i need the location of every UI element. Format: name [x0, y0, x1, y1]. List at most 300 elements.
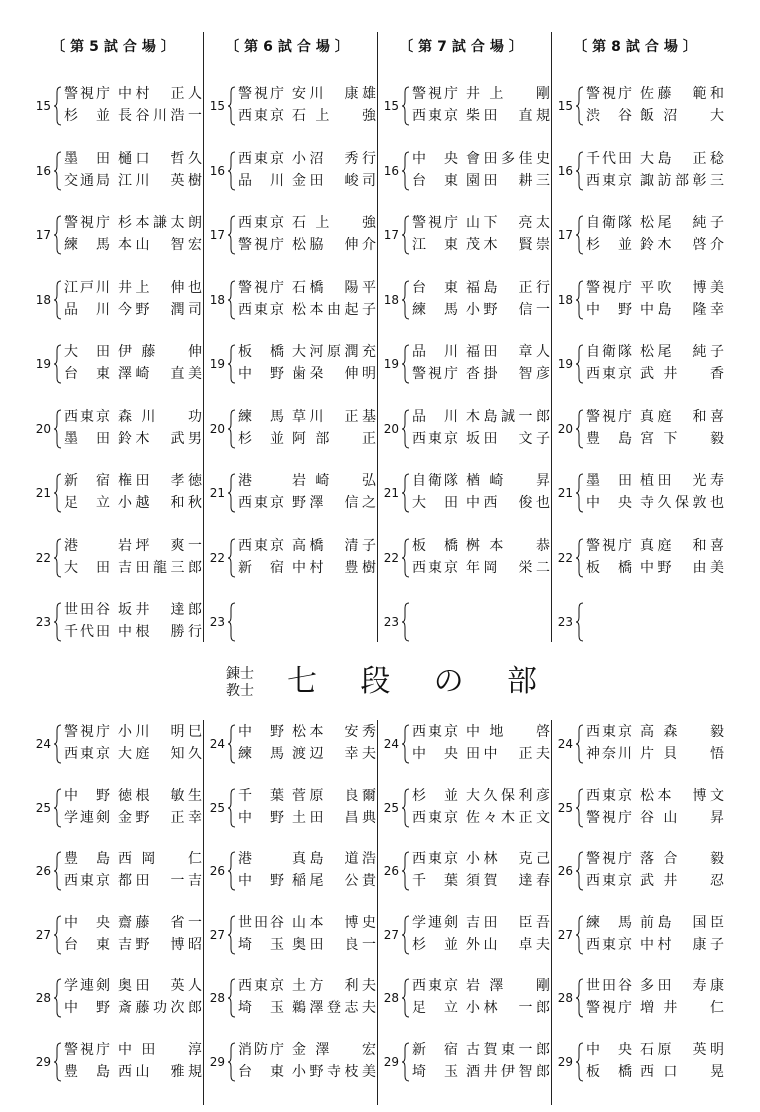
match-number: 18	[35, 292, 51, 307]
competitor-line	[412, 105, 553, 127]
competitor-line	[238, 934, 379, 956]
competitor-line	[238, 492, 379, 514]
match-entry	[33, 211, 205, 261]
match-entry	[33, 82, 205, 132]
team-name: 中央	[412, 746, 458, 762]
competitor-line	[412, 721, 553, 743]
match-number: 25	[35, 800, 51, 815]
player-name: 森川 功	[118, 408, 202, 425]
competitor-line	[238, 277, 379, 299]
team-name: 西東京	[64, 746, 110, 762]
player-name: 柴田 直規	[466, 108, 550, 124]
player-name: 真庭 和喜	[640, 537, 724, 554]
player-name: 宮下 毅	[640, 430, 724, 447]
competitor-line	[64, 148, 205, 170]
competitor-line	[238, 870, 379, 892]
team-name: 警視庁	[586, 537, 632, 554]
team-name: 杉並	[64, 108, 110, 124]
match-number: 26	[209, 864, 225, 878]
player-name: 年岡 栄二	[466, 559, 550, 576]
team-name: 警視庁	[238, 86, 284, 102]
team-name: 足立	[64, 495, 110, 511]
match-number: 27	[383, 927, 399, 942]
match-number: 15	[209, 99, 225, 113]
team-name: 台東	[64, 366, 110, 382]
competitor-line	[586, 83, 727, 105]
team-name: 自衛隊	[586, 215, 632, 231]
competitor-line	[238, 1039, 379, 1061]
player-name: 稲尾 公貴	[292, 873, 376, 889]
player-name: 高橋 清子	[292, 537, 376, 554]
match-entry	[207, 147, 379, 197]
pair-brace-icon	[401, 915, 410, 955]
match-entry	[555, 211, 727, 261]
player-name: 寺久保敦也	[640, 495, 724, 511]
team-name: 西東京	[64, 408, 110, 425]
player-name: 岩坪 爽一	[118, 537, 202, 554]
pair-brace-icon	[227, 602, 236, 642]
pair-brace-icon	[575, 538, 584, 578]
match-number: 17	[557, 228, 573, 242]
team-name: 西東京	[586, 724, 632, 740]
player-name: 土方 利夫	[292, 978, 376, 994]
competitor-line	[586, 997, 727, 1019]
player-name: 中地 啓	[466, 724, 550, 740]
competitor-line	[412, 406, 553, 428]
competitor-line	[412, 492, 553, 514]
competitor-line	[586, 934, 727, 956]
pair-brace-icon	[401, 86, 410, 126]
team-name: 江東	[412, 237, 458, 253]
competitor-line	[412, 975, 553, 997]
pair-brace-icon	[575, 978, 584, 1018]
competitor-line	[238, 341, 379, 363]
match-number: 19	[35, 357, 51, 371]
player-name: 古賀東一郎	[466, 1041, 550, 1058]
pair-brace-icon	[227, 473, 236, 513]
pair-brace-icon	[401, 280, 410, 320]
competitor-line	[64, 848, 205, 870]
team-name: 警視庁	[64, 724, 110, 740]
player-name: 真島 道浩	[292, 851, 376, 867]
player-name: 植田 光寿	[640, 473, 724, 489]
pair-brace-icon	[227, 538, 236, 578]
pair-brace-icon	[401, 978, 410, 1018]
competitor-line	[412, 535, 553, 557]
player-name: 齋藤 省一	[118, 914, 202, 931]
match-entry	[207, 784, 379, 834]
team-name: 新宿	[64, 473, 110, 489]
pair-brace-icon	[575, 724, 584, 764]
player-name: 菅原 良爾	[292, 787, 376, 804]
competitor-line	[412, 212, 553, 234]
competitor-line	[586, 492, 727, 514]
competitor-line	[238, 299, 379, 321]
pair-brace-icon	[401, 788, 410, 828]
player-name: 吉野 博昭	[118, 936, 202, 953]
player-name: 西口 晃	[640, 1063, 724, 1080]
player-name: 平吹 博美	[640, 279, 724, 296]
competitor-line	[64, 83, 205, 105]
competitor-line	[64, 975, 205, 997]
match-number: 24	[209, 737, 225, 751]
match-number: 17	[383, 228, 399, 242]
pair-brace-icon	[53, 344, 62, 384]
player-name: 松本由起子	[292, 301, 376, 318]
match-entry	[207, 82, 379, 132]
player-name: 小野寺枝美	[292, 1063, 376, 1080]
match-number: 16	[557, 163, 573, 178]
match-entry	[555, 784, 727, 834]
competitor-line	[238, 912, 379, 934]
match-number: 21	[209, 486, 225, 500]
team-name: 学連剣	[64, 978, 110, 994]
team-name: 自衛隊	[412, 473, 458, 489]
match-number: 22	[383, 550, 399, 565]
match-number: 26	[35, 864, 51, 878]
player-name: 大庭 知久	[118, 746, 202, 762]
match-entry	[555, 847, 727, 897]
match-number: 20	[383, 421, 399, 436]
pair-brace-icon	[401, 473, 410, 513]
match-number: 29	[209, 1054, 225, 1069]
competitor-line	[238, 212, 379, 234]
competitor-line	[64, 599, 205, 621]
match-number: 21	[35, 486, 51, 500]
match-number: 24	[35, 737, 51, 751]
player-name: 田中 正夫	[466, 746, 550, 762]
player-name: 吉田 臣吾	[466, 914, 550, 931]
player-name: 坂田 文子	[466, 430, 550, 447]
match-number: 15	[383, 99, 399, 113]
team-name: 西東京	[238, 978, 284, 994]
player-name: 権田 孝徳	[118, 473, 202, 489]
player-name: 小林 一郎	[466, 1000, 550, 1016]
pair-brace-icon	[401, 602, 410, 642]
competitor-line	[412, 997, 553, 1019]
player-name: 外山 卓夫	[466, 936, 550, 953]
competitor-line	[586, 170, 727, 192]
player-name: 沓掛 智彦	[466, 366, 550, 382]
match-number: 18	[383, 292, 399, 307]
section-title	[225, 660, 545, 710]
team-name: 千代田	[64, 624, 110, 640]
player-name: 會田多佳史	[466, 150, 550, 167]
match-entry	[555, 469, 727, 519]
player-name: 片貝 悟	[640, 746, 724, 762]
player-name: 杉本謙太朗	[118, 215, 202, 231]
competitor-line	[64, 1039, 205, 1061]
competitor-line	[586, 721, 727, 743]
team-name: 中央	[586, 1041, 632, 1058]
match-entry	[555, 598, 727, 648]
team-name: 練馬	[412, 301, 458, 318]
competitor-line	[238, 428, 379, 450]
player-name: 中根 勝行	[118, 624, 202, 640]
match-number: 28	[35, 991, 51, 1005]
pair-brace-icon	[401, 538, 410, 578]
competitor-line	[238, 557, 379, 579]
player-name: 小林 克己	[466, 851, 550, 867]
competitor-line	[238, 234, 379, 256]
rank-prefix	[225, 666, 255, 700]
competitor-line	[586, 277, 727, 299]
player-name: 奥田 良一	[292, 936, 376, 953]
match-number: 15	[557, 99, 573, 113]
match-number: 20	[557, 421, 573, 436]
competitor-line	[412, 428, 553, 450]
team-name: 杉並	[412, 936, 458, 953]
player-name: 小沼 秀行	[292, 150, 376, 167]
match-entry	[381, 974, 553, 1024]
match-entry	[33, 469, 205, 519]
match-number: 28	[557, 991, 573, 1005]
competitor-line	[586, 975, 727, 997]
competitor-line	[64, 428, 205, 450]
team-name: 西東京	[64, 873, 110, 889]
match-entry	[33, 534, 205, 584]
pair-brace-icon	[575, 280, 584, 320]
player-name: 佐々木正文	[466, 809, 550, 826]
match-number: 27	[209, 927, 225, 942]
competitor-line	[412, 557, 553, 579]
match-entry	[207, 974, 379, 1024]
team-name: 港	[238, 473, 252, 489]
competitor-line	[586, 535, 727, 557]
player-name: 武井 忍	[640, 873, 724, 889]
team-name: 自衛隊	[586, 344, 632, 360]
player-name: 岩澤 剛	[466, 978, 550, 994]
player-name: 斎藤功次郎	[118, 1000, 202, 1016]
match-number: 26	[557, 864, 573, 878]
match-entry	[207, 340, 379, 390]
player-name: 渡辺 幸夫	[292, 746, 376, 762]
competitor-line	[412, 170, 553, 192]
match-number: 28	[383, 991, 399, 1005]
match-entry	[555, 82, 727, 132]
team-name: 西東京	[412, 851, 458, 867]
match-number: 17	[35, 228, 51, 242]
pair-brace-icon	[53, 151, 62, 191]
pair-brace-icon	[53, 1042, 62, 1082]
competitor-line	[64, 557, 205, 579]
pair-brace-icon	[575, 409, 584, 449]
team-name: 世田谷	[238, 914, 284, 931]
match-entry	[555, 534, 727, 584]
team-name: 消防庁	[238, 1041, 284, 1058]
pair-brace-icon	[227, 788, 236, 828]
pair-brace-icon	[227, 409, 236, 449]
competitor-line	[586, 1061, 727, 1083]
competitor-line	[412, 785, 553, 807]
competitor-line	[238, 170, 379, 192]
player-name: 鵜澤登志夫	[292, 1000, 376, 1016]
competitor-line	[586, 807, 727, 829]
player-name: 徳根 敏生	[118, 787, 202, 804]
team-name: 墨田	[64, 150, 110, 167]
competitor-line	[586, 870, 727, 892]
player-name: 真庭 和喜	[640, 408, 724, 425]
team-name: 西東京	[412, 108, 458, 124]
team-name: 中野	[238, 809, 284, 826]
player-name: 西岡 仁	[118, 851, 202, 867]
player-name: 澤崎 直美	[118, 366, 202, 382]
match-entry	[381, 720, 553, 770]
competitor-line	[238, 470, 379, 492]
team-name: 墨田	[64, 430, 110, 447]
pair-brace-icon	[227, 978, 236, 1018]
team-name: 杉並	[412, 787, 458, 804]
match-number: 19	[209, 357, 225, 371]
team-name: 埼玉	[412, 1063, 458, 1080]
match-entry	[33, 598, 205, 648]
court-header: 〔第8試合場〕	[573, 39, 702, 55]
team-name: 練馬	[586, 914, 632, 931]
team-name: 中野	[238, 724, 284, 740]
match-entry	[33, 720, 205, 770]
competitor-line	[238, 83, 379, 105]
competitor-line	[238, 743, 379, 765]
match-number: 25	[557, 800, 573, 815]
match-number: 23	[557, 615, 573, 629]
competitor-line	[64, 535, 205, 557]
competitor-line	[64, 870, 205, 892]
competitor-line	[238, 599, 379, 621]
competitor-line	[412, 299, 553, 321]
player-name: 須賀 達春	[466, 873, 550, 889]
competitor-line	[64, 341, 205, 363]
competitor-line	[238, 785, 379, 807]
competitor-line	[586, 341, 727, 363]
competitor-line	[64, 807, 205, 829]
player-name: 中西 俊也	[466, 495, 550, 511]
player-name: 松脇 伸介	[292, 237, 376, 253]
competitor-line	[412, 1039, 553, 1061]
team-name: 大田	[412, 495, 458, 511]
team-name: 港	[64, 537, 78, 554]
team-name: 中野	[238, 873, 284, 889]
match-entry	[381, 1038, 553, 1088]
competitor-line	[238, 621, 379, 643]
match-number: 25	[209, 800, 225, 815]
team-name: 新宿	[238, 559, 284, 576]
player-name: 園田 耕三	[466, 172, 550, 189]
pair-brace-icon	[575, 344, 584, 384]
competitor-line	[586, 599, 727, 621]
player-name: 小越 和秋	[118, 495, 202, 511]
team-name: 新宿	[412, 1041, 458, 1058]
player-name: 阿部 正	[292, 430, 376, 447]
match-entry	[555, 974, 727, 1024]
match-entry	[381, 534, 553, 584]
pair-brace-icon	[227, 1042, 236, 1082]
match-entry	[555, 720, 727, 770]
competitor-line	[64, 277, 205, 299]
team-name: 世田谷	[64, 602, 110, 618]
team-name: 西東京	[238, 495, 284, 511]
pair-brace-icon	[53, 602, 62, 642]
team-name: 中野	[64, 1000, 110, 1016]
player-name: 草川 正基	[292, 408, 376, 425]
competitor-line	[586, 406, 727, 428]
competitor-line	[64, 721, 205, 743]
section-title-main: 七段の部	[287, 664, 537, 699]
match-number: 21	[383, 486, 399, 500]
team-name: 西東京	[238, 150, 284, 167]
competitor-line	[238, 848, 379, 870]
player-name: 大久保利彦	[466, 787, 550, 804]
match-entry	[33, 405, 205, 455]
player-name: 松尾 純子	[640, 344, 724, 360]
competitor-line	[586, 428, 727, 450]
pair-brace-icon	[575, 1042, 584, 1082]
competitor-line	[64, 363, 205, 385]
team-name: 板橋	[586, 1063, 632, 1080]
competitor-line	[238, 1061, 379, 1083]
competitor-line	[412, 621, 553, 643]
pair-brace-icon	[401, 344, 410, 384]
match-number: 19	[557, 357, 573, 371]
pair-brace-icon	[401, 1042, 410, 1082]
team-name: 西東京	[238, 537, 284, 554]
match-entry	[33, 847, 205, 897]
match-number: 21	[557, 486, 573, 500]
team-name: 板橋	[238, 344, 284, 360]
competitor-line	[64, 105, 205, 127]
team-name: 神奈川	[586, 746, 632, 762]
team-name: 杉並	[238, 430, 284, 447]
competitor-line	[586, 743, 727, 765]
team-name: 中野	[586, 301, 632, 318]
player-name: 石橋 陽平	[292, 279, 376, 296]
match-entry	[555, 911, 727, 961]
match-entry	[381, 276, 553, 326]
competitor-line	[412, 277, 553, 299]
team-name: 豊島	[64, 851, 110, 867]
competitor-line	[238, 721, 379, 743]
team-name: 警視庁	[238, 237, 284, 253]
match-number: 22	[209, 550, 225, 565]
team-name: 江戸川	[64, 279, 110, 296]
competitor-line	[412, 148, 553, 170]
player-name: 前島 国臣	[640, 914, 724, 931]
team-name: 西東京	[412, 809, 458, 826]
competitor-line	[64, 912, 205, 934]
pair-brace-icon	[401, 409, 410, 449]
rank-prefix-bottom: 教士	[226, 683, 254, 699]
player-name: 吉田龍三郎	[118, 559, 202, 576]
player-name: 高森 毅	[640, 724, 724, 740]
match-entry	[381, 469, 553, 519]
match-entry	[207, 847, 379, 897]
competitor-line	[586, 148, 727, 170]
match-entry	[381, 784, 553, 834]
pair-brace-icon	[575, 473, 584, 513]
team-name: 西東京	[412, 559, 458, 576]
team-name: 大田	[64, 344, 110, 360]
team-name: 西東京	[238, 108, 284, 124]
player-name: 木島誠一郎	[466, 408, 550, 425]
pair-brace-icon	[227, 151, 236, 191]
competitor-line	[412, 848, 553, 870]
match-entry	[381, 598, 553, 648]
match-number: 22	[557, 550, 573, 565]
match-number: 18	[209, 292, 225, 307]
team-name: 警視庁	[238, 279, 284, 296]
pair-brace-icon	[575, 915, 584, 955]
player-name: 大河原潤充	[292, 344, 376, 360]
team-name: 中野	[238, 366, 284, 382]
